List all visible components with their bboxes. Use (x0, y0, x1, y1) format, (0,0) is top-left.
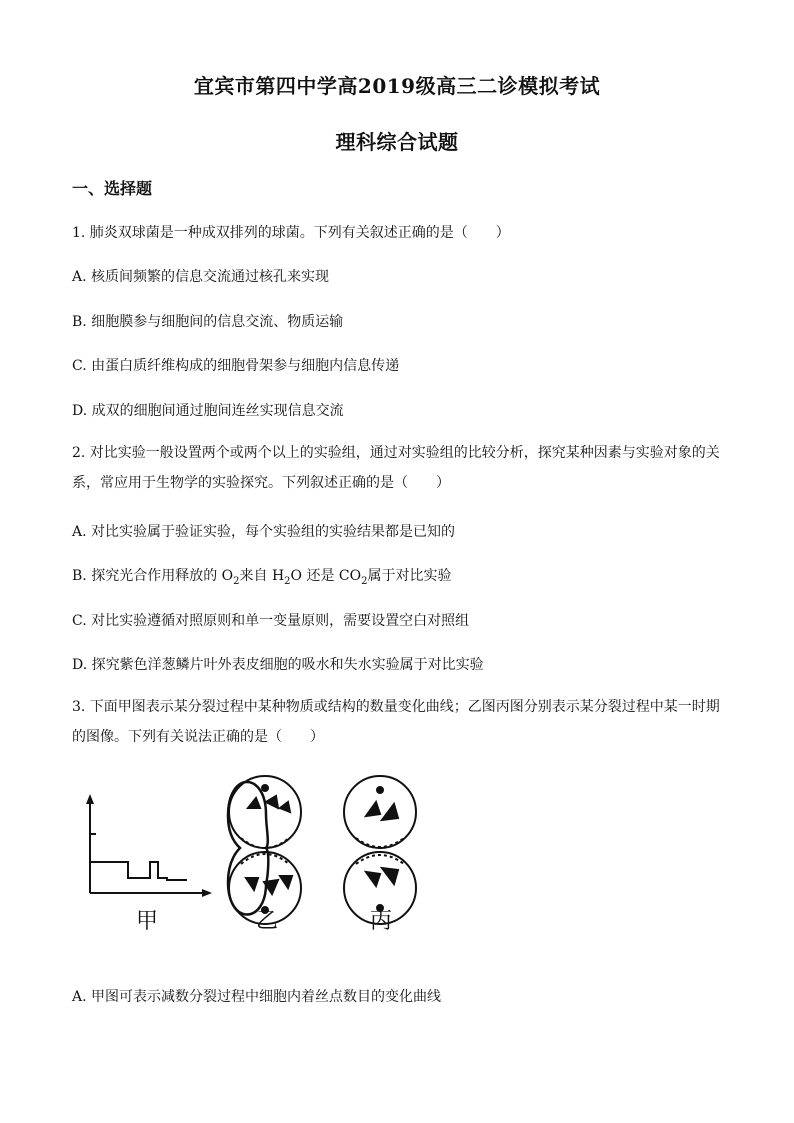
jia-curve (90, 862, 187, 880)
q1-option-a: A. 核质间频繁的信息交流通过核孔来实现 (72, 269, 330, 285)
yi-centriole-top (262, 785, 268, 791)
q2-stem: 2. 对比实验一般设置两个或两个以上的实验组，通过对实验组的比较分析，探究某种因素与实验对象的关系，常应用于生物学的实验探究。下列叙述正确的是（ ） (72, 445, 720, 491)
q2-option-c: C. 对比实验遵循对照原则和单一变量原则，需要设置空白对照组 (72, 613, 470, 629)
q1-option-c: C. 由蛋白质纤维构成的细胞骨架参与细胞内信息传递 (72, 358, 400, 374)
exam-title: 宜宾市第四中学高2019级高三二诊模拟考试 (193, 74, 601, 98)
q3-option-a: A. 甲图可表示减数分裂过程中细胞内着丝点数目的变化曲线 (72, 989, 442, 1005)
figure-jia-graph (86, 794, 212, 897)
section-heading: 一、选择题 (72, 179, 153, 198)
jia-y-arrow (86, 794, 94, 804)
q1-stem: 1. 肺炎双球菌是一种成双排列的球菌。下列有关叙述正确的是（ ） (72, 225, 510, 241)
figure-label-jia: 甲 (136, 909, 159, 934)
yi-chromosomes-top (248, 796, 290, 812)
bing-chromosomes-top (366, 802, 398, 820)
exam-subtitle: 理科综合试题 (335, 130, 459, 154)
yi-chromosomes-bottom (246, 876, 292, 894)
yi-spindle-top (241, 838, 289, 848)
q3-stem: 3. 下面甲图表示某分裂过程中某种物质或结构的数量变化曲线；乙图丙图分别表示某分裂过程中某一时期的图像。下列有关说法正确的是（ ） (72, 699, 720, 745)
q2-option-b: B. 探究光合作用释放的 $O_2$来自 $H_2O$ 还是 $CO_2$属于对比实验 (72, 568, 452, 587)
bing-spindle-top (356, 838, 404, 847)
q1-option-d: D. 成双的细胞间通过胞间连丝实现信息交流 (72, 403, 344, 419)
bing-chromosomes-bottom (366, 868, 398, 886)
q3-figure (70, 768, 450, 942)
figure-label-yi: 乙 (256, 909, 279, 934)
jia-x-arrow (202, 889, 212, 897)
figure-yi-cell (228, 776, 301, 924)
bing-centriole-top (377, 787, 383, 793)
q2-option-d: D. 探究紫色洋葱鳞片叶外表皮细胞的吸水和失水实验属于对比实验 (72, 657, 484, 673)
figure-label-bing: 丙 (370, 909, 393, 934)
figure-bing-cell (344, 776, 416, 924)
q1-option-b: B. 细胞膜参与细胞间的信息交流、物质运输 (72, 314, 344, 330)
q2-option-a: A. 对比实验属于验证实验，每个实验组的实验结果都是已知的 (72, 524, 456, 540)
